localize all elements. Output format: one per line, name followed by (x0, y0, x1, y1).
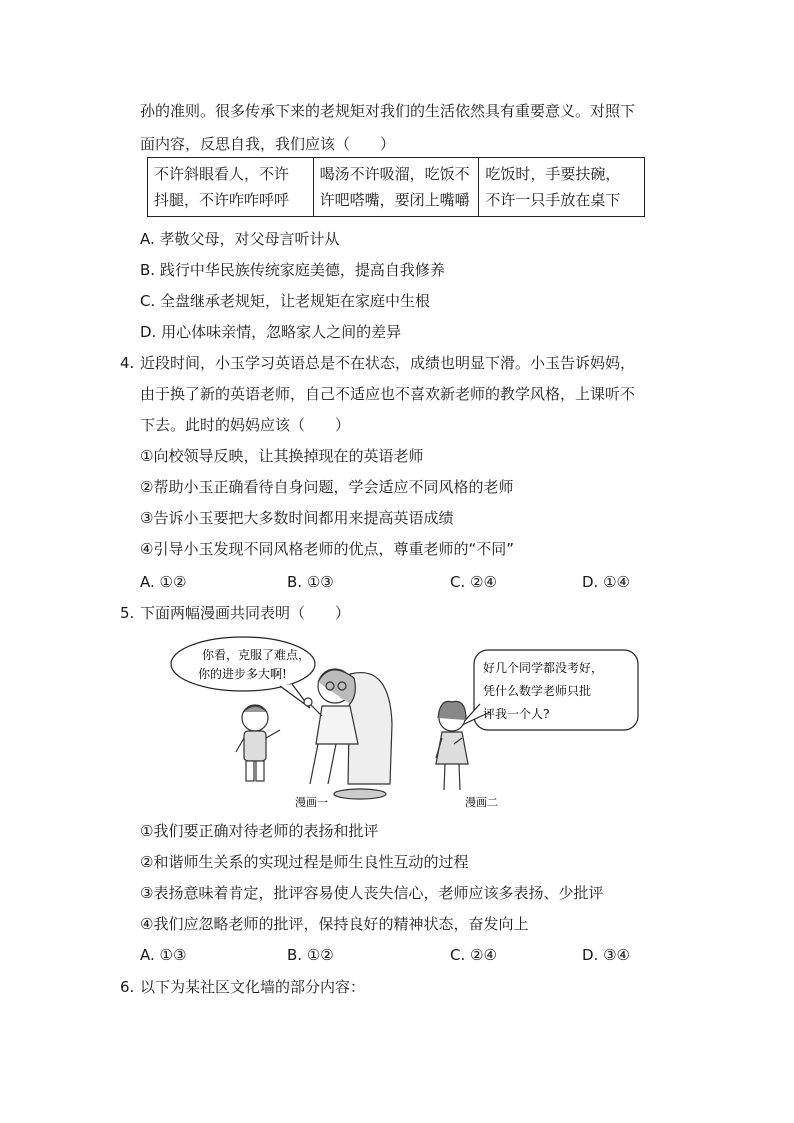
q5-number: 5. (120, 604, 135, 622)
comic2-girl-illustration (436, 701, 468, 790)
comic2-caption: 漫画二 (465, 796, 498, 809)
comic1-boy-illustration (236, 705, 280, 781)
q3-option-b: B. 践行中华民族传统家庭美德，提高自我修养 (140, 261, 445, 279)
q4-choice-a: A. ①② (140, 573, 187, 591)
q5-statement-4: ④我们应忽略老师的批评，保持良好的精神状态，奋发向上 (140, 915, 529, 933)
comic1-bubble-line-2: 你的进步多大啊! (198, 667, 287, 681)
q4-choice-c: C. ②④ (450, 573, 497, 591)
q5-stem: 下面两幅漫画共同表明（ ） (140, 604, 351, 622)
q6-number: 6. (120, 978, 135, 996)
q5-choice-c: C. ②④ (450, 946, 497, 964)
q5-statement-2: ②和谐师生关系的实现过程是师生良性互动的过程 (140, 853, 469, 871)
q3-option-c: C. 全盘继承老规矩，让老规矩在家庭中生根 (140, 292, 431, 310)
q4-stem-line-1: 近段时间，小玉学习英语总是不在状态，成绩也明显下滑。小玉告诉妈妈， (140, 354, 636, 372)
q4-stem-line-3: 下去。此时的妈妈应该（ ） (140, 416, 351, 434)
q4-statement-3: ③告诉小玉要把大多数时间都用来提高英语成绩 (140, 509, 454, 527)
q6-stem: 以下为某社区文化墙的部分内容： (140, 978, 366, 996)
q3-table-cell: 不许斜眼看人，不许 抖腿，不许咋咋呼呼 (148, 158, 314, 217)
q3-option-a: A. 孝敬父母，对父母言听计从 (140, 230, 340, 248)
q3-stem-line-1: 孙的准则。很多传承下来的老规矩对我们的生活依然具有重要意义。对照下 (140, 102, 636, 120)
q5-statement-1: ①我们要正确对待老师的表扬和批评 (140, 822, 379, 840)
q4-statement-4: ④引导小玉发现不同风格老师的优点，尊重老师的“不同” (140, 540, 514, 558)
q3-stem-line-2: 面内容，反思自我，我们应该（ ） (140, 135, 396, 153)
q3-option-d: D. 用心体味亲情，忽略家人之间的差异 (140, 323, 402, 341)
comic2-bubble-line-3: 评我一个人? (483, 707, 550, 721)
q5-choice-a: A. ①③ (140, 946, 187, 964)
comic1-teacher-illustration (304, 669, 392, 799)
comic1-bubble-line-1: 你看，克服了难点， (202, 648, 311, 662)
q5-choice-b: B. ①② (287, 946, 334, 964)
q5-statement-3: ③表扬意味着肯定，批评容易使人丧失信心，老师应该多表扬、少批评 (140, 884, 604, 902)
q3-rules-table (147, 157, 645, 217)
comic1-speech-bubble (171, 637, 315, 708)
q4-choice-d: D. ①④ (582, 573, 630, 591)
q4-stem-line-2: 由于换了新的英语老师，自己不适应也不喜欢新老师的教学风格，上课听不 (140, 385, 636, 403)
q4-statement-1: ①向校领导反映，让其换掉现在的英语老师 (140, 447, 424, 465)
comic2-bubble-line-2: 凭什么数学老师只批 (483, 684, 592, 698)
q3-table-cell: 吃饭时，手要扶碗， 不许一只手放在桌下 (479, 158, 645, 217)
comic2-speech-bubble (460, 650, 638, 730)
q4-number: 4. (120, 354, 135, 372)
comic1-caption: 漫画一 (295, 796, 328, 809)
q4-statement-2: ②帮助小玉正确看待自身问题，学会适应不同风格的老师 (140, 478, 514, 496)
q5-choice-d: D. ③④ (582, 946, 630, 964)
q5-comics (160, 634, 640, 814)
q4-choice-b: B. ①③ (287, 573, 334, 591)
comic2-bubble-line-1: 好几个同学都没考好， (483, 661, 604, 675)
q3-table-cell: 喝汤不许吸溜，吃饭不 许吧嗒嘴，要闭上嘴嚼 (313, 158, 479, 217)
